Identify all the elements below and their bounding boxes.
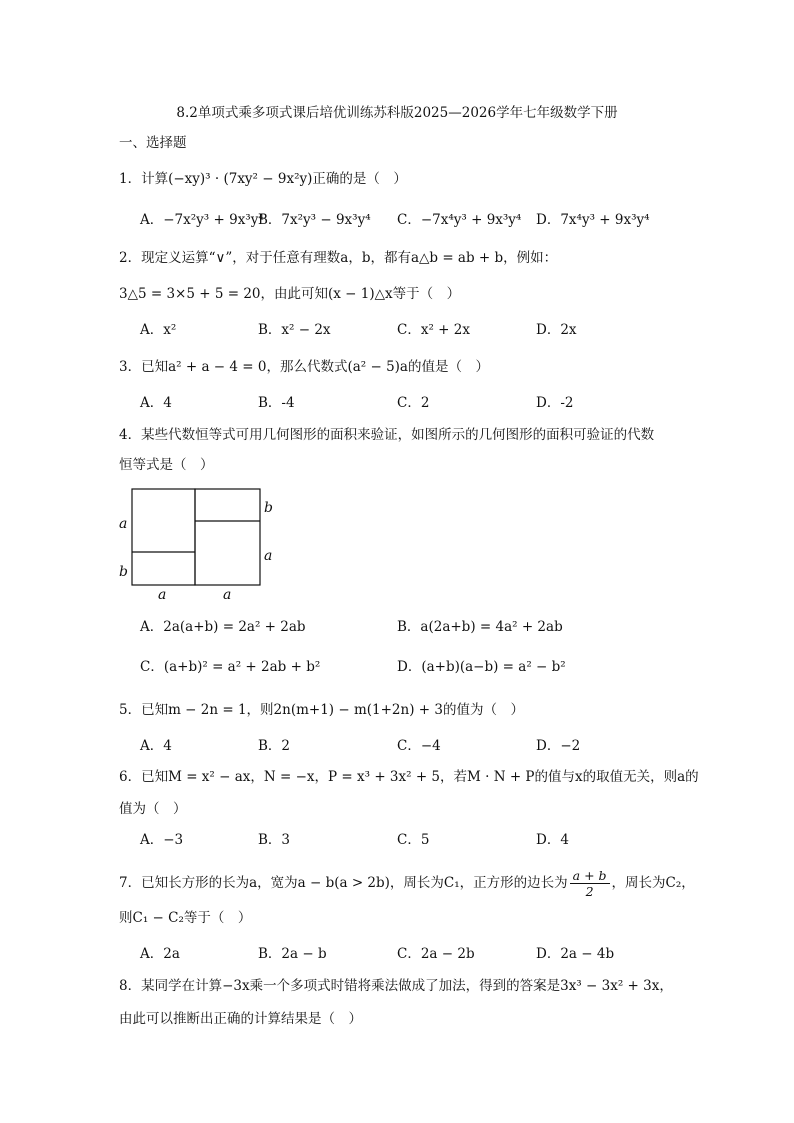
left-rectangle (132, 489, 195, 585)
q6-option-b: B．3 (258, 832, 291, 848)
q2-option-a: A．x² (140, 322, 177, 338)
figure-label-bottom-a1: a (158, 587, 167, 603)
q7-stem-part-a: 7．已知长方形的长为a，宽为a − b(a > 2b)，周长为C₁，正方形的边长为 (119, 875, 568, 891)
q2-option-d: D．2x (536, 322, 577, 338)
question-6-stem-line2: 值为（ ） (119, 801, 187, 817)
q7-stem-part-b: ，周长为C₂， (611, 875, 695, 891)
q7-fraction (570, 868, 610, 899)
q7-option-c: C．2a − 2b (397, 946, 475, 962)
q6-option-d: D．4 (536, 832, 569, 848)
q2-option-b: B．x² − 2x (258, 322, 331, 338)
question-2-stem-line2: 3△5 = 3×5 + 5 = 20，由此可知(x − 1)△x等于（ ） (119, 286, 461, 302)
section-heading: 一、选择题 (119, 135, 187, 151)
question-3-stem: 3．已知a² + a − 4 = 0，那么代数式(a² − 5)a的值是（ ） (119, 359, 489, 375)
question-4-stem-line2: 恒等式是（ ） (119, 457, 214, 473)
area-figure (112, 480, 282, 605)
q7-fraction-numerator: a + b (570, 868, 610, 884)
question-5-stem: 5．已知m − 2n = 1，则2n(m+1) − m(1+2n) + 3的值为（ ） (119, 702, 524, 718)
question-8-stem-line2: 由此可以推断出正确的计算结果是（ ） (119, 1011, 362, 1027)
q4-option-a: A．2a(a+b) = 2a² + 2ab (140, 619, 306, 635)
q6-option-a: A．−3 (140, 832, 184, 848)
q7-option-b: B．2a − b (258, 946, 327, 962)
figure-label-bottom-a2: a (223, 587, 232, 603)
q6-option-c: C．5 (397, 832, 430, 848)
q1-option-a: A．−7x²y³ + 9x³y⁴ (140, 212, 264, 228)
q4-option-c: C．(a+b)² = a² + 2ab + b² (140, 659, 321, 675)
q5-option-c: C．−4 (397, 738, 441, 754)
question-8-stem-line1: 8．某同学在计算−3x乘一个多项式时错将乘法做成了加法，得到的答案是3x³ − 3x² + 3x， (119, 978, 673, 994)
q3-option-c: C．2 (397, 395, 430, 411)
q3-option-b: B．-4 (258, 395, 295, 411)
right-rectangle (195, 489, 260, 585)
q3-option-d: D．-2 (536, 395, 574, 411)
document-title: 8.2单项式乘多项式课后培优训练苏科版2025—2026学年七年级数学下册 (176, 105, 618, 121)
question-7-stem-line2: 则C₁ − C₂等于（ ） (119, 910, 252, 926)
q1-option-c: C．−7x⁴y³ + 9x³y⁴ (397, 212, 522, 228)
q2-option-c: C．x² + 2x (397, 322, 470, 338)
figure-label-left-a: a (119, 516, 128, 532)
q4-option-b: B．a(2a+b) = 4a² + 2ab (397, 619, 563, 635)
q1-option-d: D．7x⁴y³ + 9x³y⁴ (536, 212, 650, 228)
q5-option-b: B．2 (258, 738, 291, 754)
question-2-stem-line1: 2．现定义运算“∨”，对于任意有理数a，b，都有a△b = ab + b，例如： (119, 250, 558, 266)
q5-option-d: D．−2 (536, 738, 581, 754)
figure-label-right-b: b (264, 500, 273, 516)
question-1-stem: 1．计算(−xy)³ · (7xy² − 9x²y)正确的是（ ） (119, 171, 407, 187)
question-7-stem-line1 (119, 866, 695, 900)
q7-option-a: A．2a (140, 946, 180, 962)
q7-option-d: D．2a − 4b (536, 946, 615, 962)
question-4-stem-line1: 4．某些代数恒等式可用几何图形的面积来验证，如图所示的几何图形的面积可验证的代数 (119, 427, 655, 443)
q5-option-a: A．4 (140, 738, 172, 754)
figure-label-left-b: b (119, 564, 128, 580)
q7-fraction-denominator: 2 (585, 884, 594, 899)
q4-option-d: D．(a+b)(a−b) = a² − b² (397, 659, 566, 675)
q3-option-a: A．4 (140, 395, 172, 411)
q1-option-b: B．7x²y³ − 9x³y⁴ (258, 212, 371, 228)
figure-label-right-a: a (264, 548, 273, 564)
question-6-stem-line1: 6．已知M = x² − ax，N = −x，P = x³ + 3x² + 5，若M · N + P的值与x的取值无关，则a的 (119, 769, 699, 785)
